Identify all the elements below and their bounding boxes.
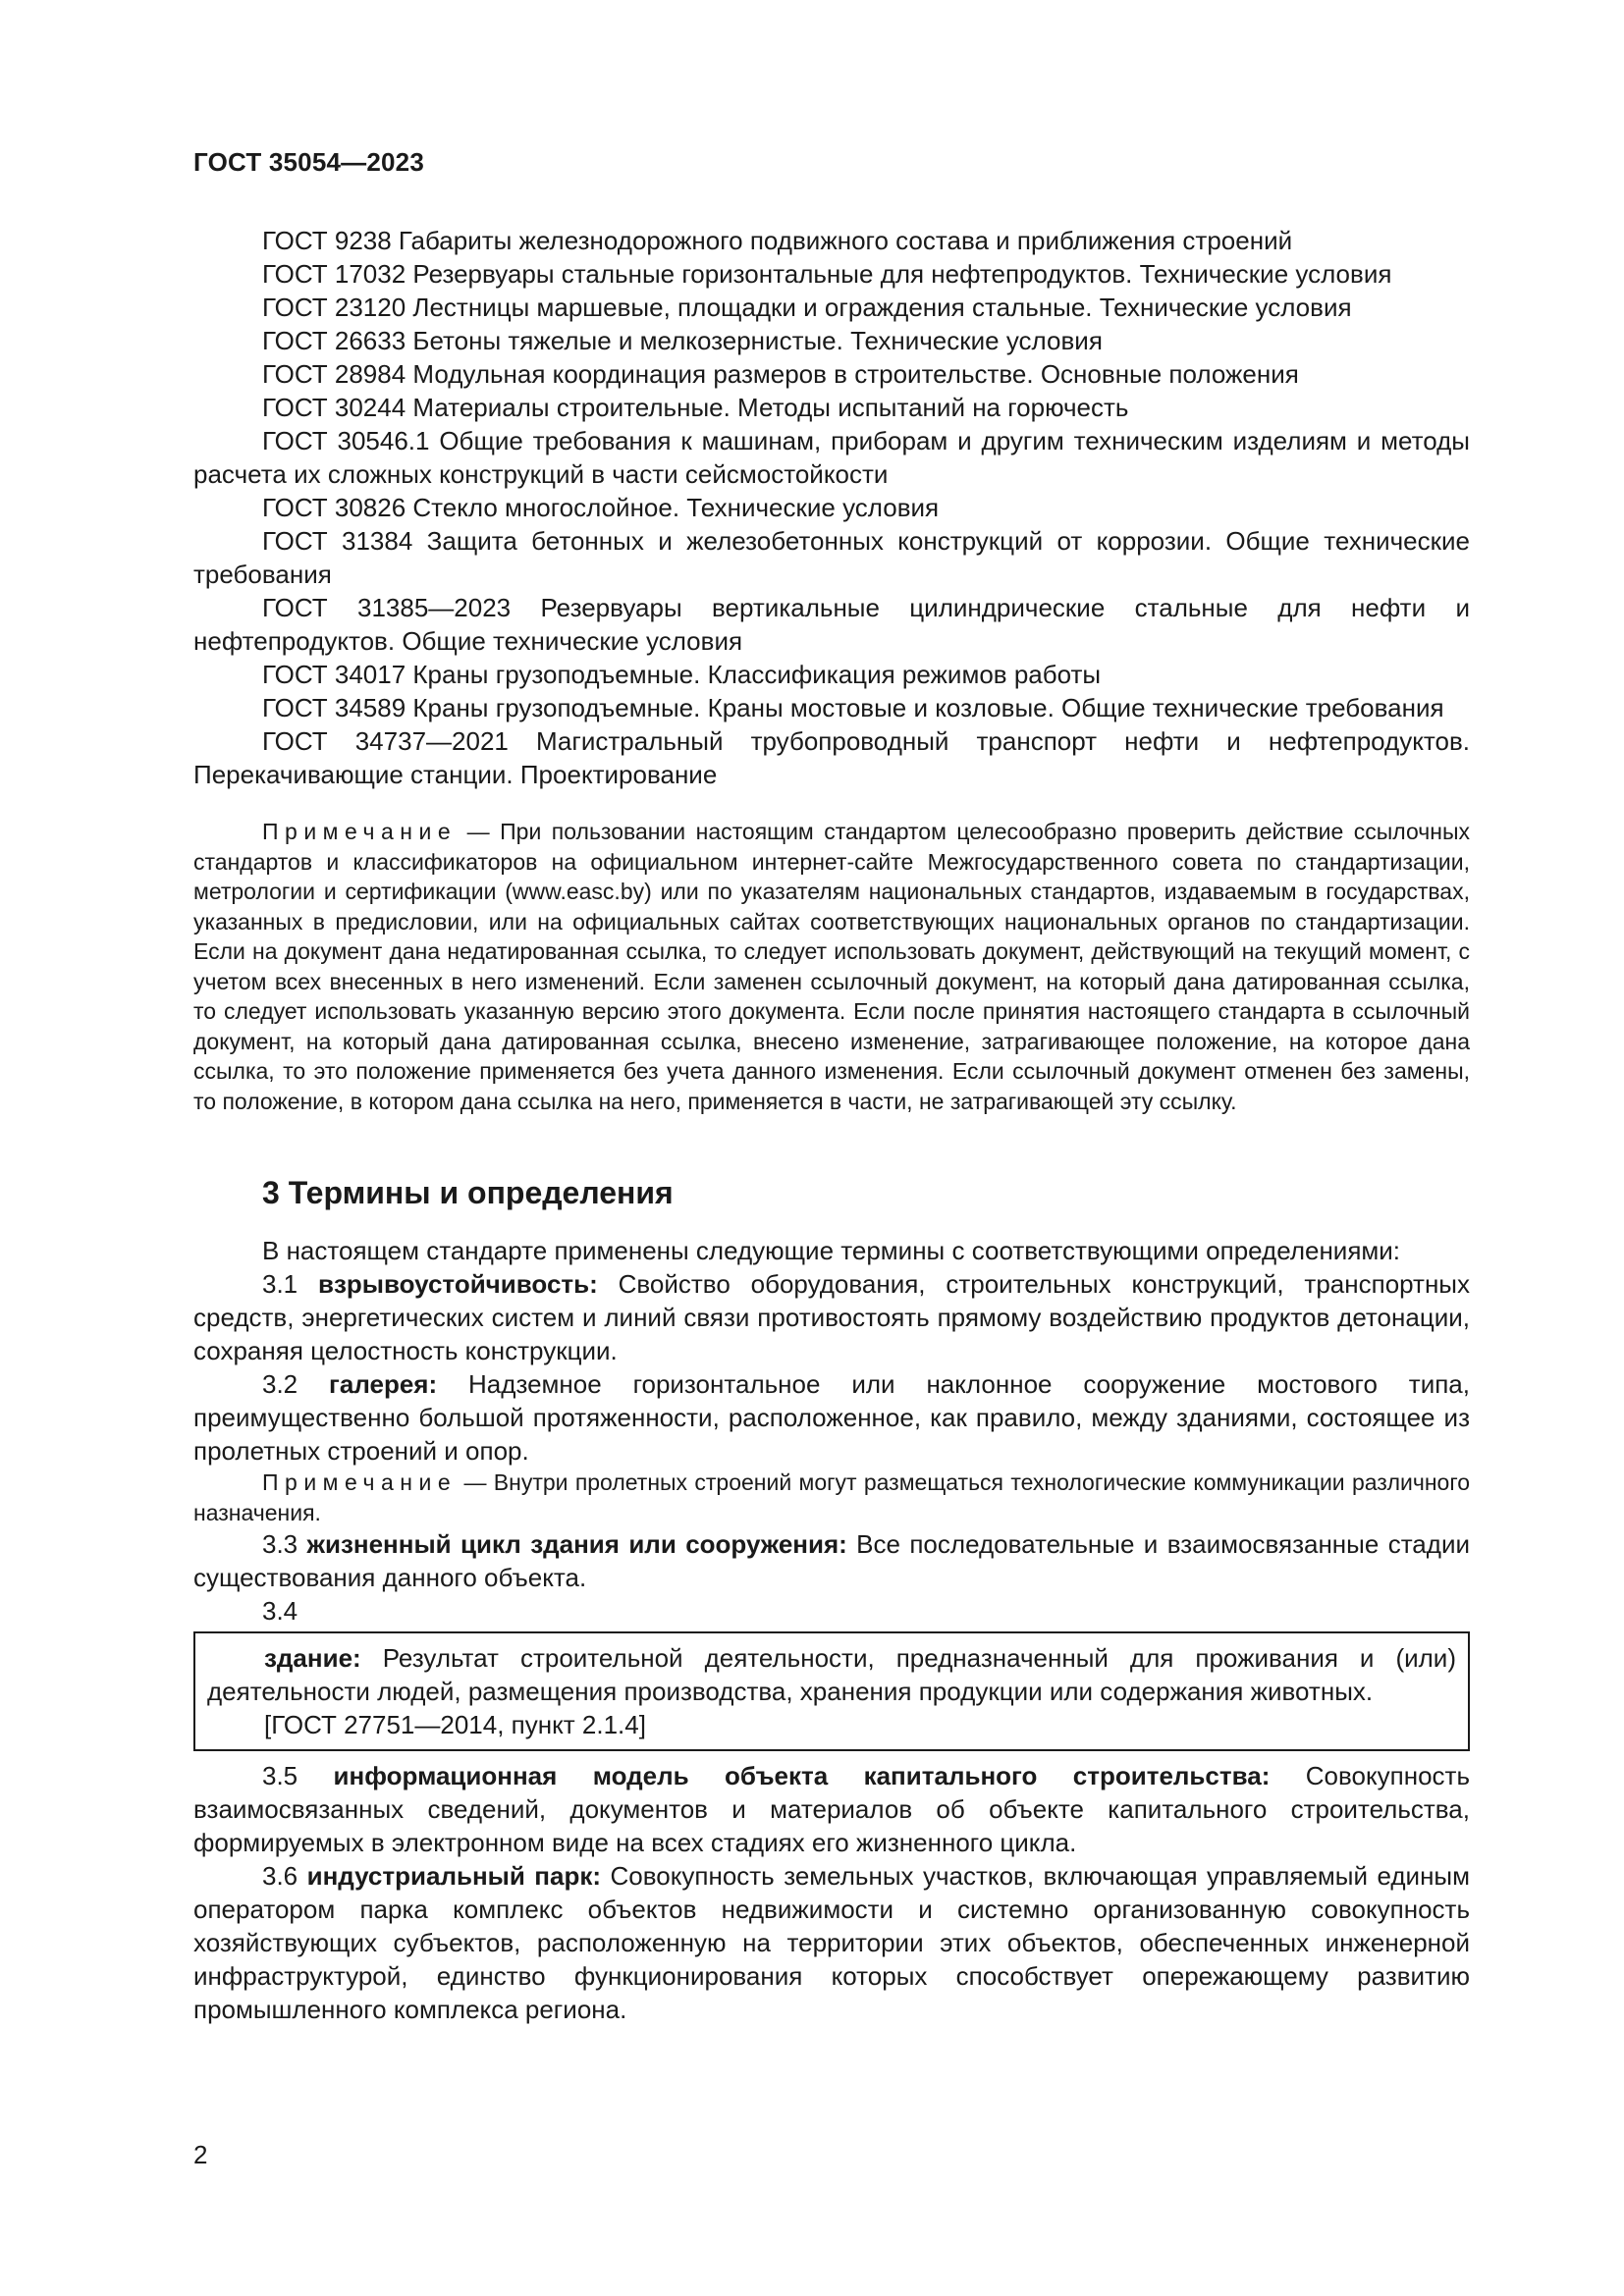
reference-item: ГОСТ 28984 Модульная координация размеров в строительстве. Основные положения — [262, 359, 1299, 389]
reference-item: ГОСТ 34737—2021 Магистральный трубопроводный транспорт нефти и нефтепродуктов. Перекачивающие станции. Проектирование — [193, 726, 1470, 789]
term-entry-3-2 — [193, 1367, 1470, 1468]
page-number: 2 — [193, 2140, 208, 2169]
note-dash: — — [457, 1469, 494, 1495]
reference-item: ГОСТ 23120 Лестницы маршевые, площадки и ограждения стальные. Технические условия — [262, 293, 1352, 322]
note-label: Примечание — [262, 1469, 458, 1495]
term-name: информационная модель объекта капитального строительства: — [333, 1761, 1271, 1790]
note-text: Внутри пролетных строений могут размещаться технологические коммуникации различного назначения. — [193, 1469, 1470, 1525]
note-label: Примечание — [262, 819, 458, 844]
page-content — [193, 224, 1470, 2026]
terms-intro: В настоящем стандарте применены следующие термины с соответствующими определениями: — [262, 1236, 1401, 1265]
term-definition: Совокупность земельных участков, включающая управляемый единым оператором парка комплекс объектов недвижимости и системно организованную совокупность хозяйствующих субъектов, расположенную на территории этих объектов, обеспеченных инженерной инфраструктурой, единство функционирования которых способствует опережающему развитию промышленного комплекса региона. — [193, 1861, 1470, 2024]
term-name: жизненный цикл здания или сооружения: — [306, 1529, 847, 1559]
reference-item: ГОСТ 31384 Защита бетонных и железобетонных конструкций от коррозии. Общие технические требования — [193, 526, 1470, 589]
term-definition: Все последовательные и взаимосвязанные стадии существования данного объекта. — [193, 1529, 1470, 1592]
note-dash: — — [457, 819, 501, 844]
reference-item: ГОСТ 30244 Материалы строительные. Методы испытаний на горючесть — [262, 393, 1129, 422]
term-definition: Надземное горизонтальное или наклонное сооружение мостового типа, преимущественно большой протяженности, расположенное, как правило, между зданиями, состоящее из пролетных строений и опор. — [193, 1369, 1470, 1466]
reference-item: ГОСТ 26633 Бетоны тяжелые и мелкозернистые. Технические условия — [262, 326, 1103, 355]
term-name: галерея: — [329, 1369, 438, 1399]
section-title: 3 Термины и определения — [262, 1175, 674, 1210]
term-name: индустриальный парк: — [306, 1861, 602, 1891]
term-entry-3-5 — [193, 1759, 1470, 1859]
term-entry-3-3 — [193, 1527, 1470, 1594]
reference-item: ГОСТ 9238 Габариты железнодорожного подвижного состава и приближения строений — [262, 226, 1293, 255]
references-note — [193, 817, 1470, 1116]
term-definition: Результат строительной деятельности, предназначенный для проживания и (или) деятельности людей, размещения производства, хранения продукции или содержания животных. — [207, 1643, 1456, 1706]
term-entry-3-6 — [193, 1859, 1470, 2026]
normative-references-list — [193, 224, 1470, 791]
term-name: здание: — [264, 1643, 361, 1673]
term-number: 3.1 — [262, 1269, 318, 1299]
term-number: 3.5 — [262, 1761, 334, 1790]
reference-item: ГОСТ 30826 Стекло многослойное. Технические условия — [262, 493, 940, 522]
reference-item: ГОСТ 17032 Резервуары стальные горизонтальные для нефтепродуктов. Технические условия — [262, 259, 1392, 289]
reference-item: ГОСТ 31385—2023 Резервуары вертикальные цилиндрические стальные для нефти и нефтепродуктов. Общие технические условия — [193, 593, 1470, 656]
reference-item: ГОСТ 30546.1 Общие требования к машинам, приборам и другим техническим изделиям и методы расчета их сложных конструкций в части сейсмостойкости — [193, 426, 1470, 489]
term-source: [ГОСТ 27751—2014, пункт 2.1.4] — [264, 1710, 646, 1739]
term-entry-3-4 — [207, 1641, 1456, 1708]
term-definition: Совокупность взаимосвязанных сведений, документов и материалов об объекте капитального строительства, формируемых в электронном виде на всех стадиях его жизненного цикла. — [193, 1761, 1471, 1857]
term-number: 3.3 — [262, 1529, 307, 1559]
term-number: 3.2 — [262, 1369, 330, 1399]
term-entry-3-1 — [193, 1267, 1470, 1367]
term-definition: Свойство оборудования, строительных конструкций, транспортных средств, энергетических систем и линий связи противостоять прямому воздействию продуктов детонации, сохраняя целостность конструкции. — [193, 1269, 1470, 1365]
reference-item: ГОСТ 34589 Краны грузоподъемные. Краны мостовые и козловые. Общие технические требования — [262, 693, 1444, 722]
terms-section — [193, 1234, 1470, 2026]
term-note — [193, 1468, 1470, 1527]
term-name: взрывоустойчивость: — [317, 1269, 598, 1299]
term-number-3-4: 3.4 — [262, 1596, 298, 1626]
note-text: При пользовании настоящим стандартом целесообразно проверить действие ссылочных стандартов и классификаторов на официальном интернет-сайте Межгосударственного совета по стандартизации, метрологии и сертификации (www.easc.by) или по указателям национальных стандартов, издаваемым в государствах, указанных в предисловии, или на официальных сайтах соответствующих национальных органов по стандартизации. Если на документ дана недатированная ссылка, то следует использовать документ, действующий на текущий момент, с учетом всех внесенных в него изменений. Если заменен ссылочный документ, на который дана датированная ссылка, то следует использовать указанную версию этого документа. Если после принятия настоящего стандарта в ссылочный документ, на который дана датированная ссылка, внесено изменение, затрагивающее положение, на которое дана ссылка, то это положение применяется без учета данного изменения. Если ссылочный документ отменен без замены, то положение, в котором дана ссылка на него, применяется в части, не затрагивающей эту ссылку. — [193, 819, 1470, 1114]
document-code-header: ГОСТ 35054—2023 — [193, 147, 424, 177]
reference-item: ГОСТ 34017 Краны грузоподъемные. Классификация режимов работы — [262, 660, 1102, 689]
term-number: 3.6 — [262, 1861, 307, 1891]
quoted-term-box — [193, 1631, 1470, 1751]
